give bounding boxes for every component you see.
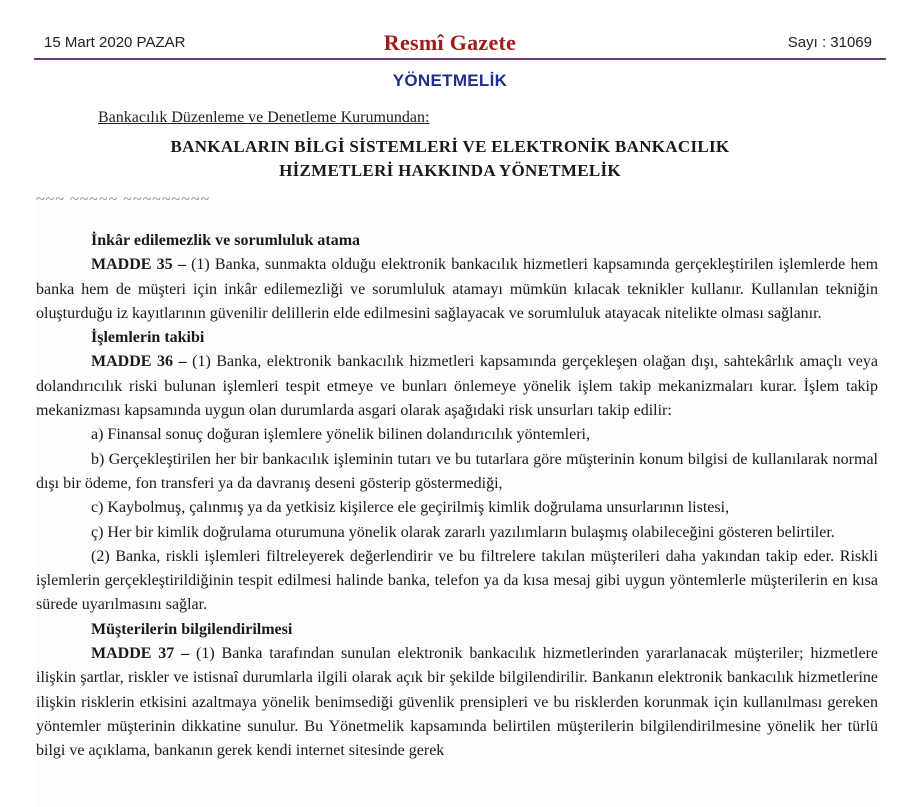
document-body	[36, 191, 879, 807]
agency-name: Bankacılık Düzenleme ve Denetleme Kurumundan:	[98, 109, 430, 126]
regulation-title	[0, 135, 900, 183]
cut-off-line: ~~~ ~~~~~ ~~~~~~~~~	[36, 191, 211, 208]
gazette-title: Resmî Gazete	[383, 30, 517, 55]
heading-article-35: İnkâr edilemezlik ve sorumluluk atama	[91, 232, 361, 249]
article-36-item-a: a) Finansal sonuç doğuran işlemlere yönelik bilinen dolandırıcılık yöntemleri,	[91, 426, 590, 444]
section-title: YÖNETMELİK	[392, 71, 508, 90]
heading-article-37: Müşterilerin bilgilendirilmesi	[91, 620, 293, 638]
article-36-item-b: b) Gerçekleştirilen her bir bankacılık işleminin tutarı ve bu tutarlara göre müşterinin konum bilgisi de kullanılarak normal dışı bir ödeme, fon transferi ya da davranış deseni gösterip göstermediği,	[36, 450, 878, 492]
article-36-label: MADDE 36 –	[91, 353, 187, 371]
article-36-paragraph-2: (2) Banka, riskli işlemleri filtreleyerek değerlendirir ve bu filtrelere takılan müşterileri daha yakından takip eder. Riskli işlemlerin gerçekleştirildiğinin tespit edilmesi halinde banka, telefon ya da kısa mesaj gibi uygun yöntemlerle müşterilerin en kısa sürede uyarılmasını sağlar.	[36, 547, 878, 614]
gazette-header	[0, 0, 900, 200]
issue-number: Sayı : 31069	[787, 34, 872, 51]
article-35	[36, 253, 878, 326]
issue-date: 15 Mart 2020 PAZAR	[44, 34, 186, 51]
article-36	[36, 350, 878, 423]
article-36-text: (1) Banka, elektronik bankacılık hizmetleri kapsamında gerçekleşen olağan dışı, sahtekârlık amaçlı veya dolandırıcılık riski bulunan işlemleri tespit etmeye ve bunları önlemeye yönelik işlem takip mekanizmaları kurar. İşlem takip mekanizması kapsamında uygun olan durumlarda asgari olarak aşağıdaki risk unsurları takip edilir:	[36, 353, 879, 420]
article-35-text: (1) Banka, sunmakta olduğu elektronik bankacılık hizmetleri kapsamında gerçekleştirilen işlemlerde hem banka hem de müşteri için inkâr edilemezliği ve sorumluluk atamayı mümkün kılacak teknikler kullanır. Kullanılan tekniğin oluşturduğu iz kayıtlarının güvenilir delillerin elde edilmesini sağlayacak ve sorumluluk atayacak nitelikte olması sağlanır.	[36, 256, 879, 322]
header-divider	[34, 58, 886, 60]
regulation-title-line1: BANKALARIN BİLGİ SİSTEMLERİ VE ELEKTRONİK BANKACILIK	[170, 137, 730, 156]
article-37-text: (1) Banka tarafından sunulan elektronik bankacılık hizmetlerinden yararlanacak müşteriler; hizmetlere ilişkin şartlar, riskler ve istisnaî durumlarla ilgili olarak açık bir şekilde bilgilendirilir. Bankanın elektronik bankacılık hizmetlerine ilişkin risklerin etkisini azaltmaya yönelik benimsediği güvenlik prensipleri ve bu risklerden korunmak için kullanılması gereken yöntemler müşterinin dikkatine sunulur. Bu Yönetmelik kapsamında belirtilen müşterilerin bilgilendirilmesine yönelik her türlü bilgi ve açıklama, bankanın gerek kendi internet sitesinde gerek	[36, 645, 878, 760]
article-36-item-cc: ç) Her bir kimlik doğrulama oturumuna yönelik olarak zararlı yazılımların bulaşmış olabileceğini gösteren belirtiler.	[91, 523, 835, 541]
article-35-label: MADDE 35 –	[91, 256, 186, 274]
regulation-title-line2: HİZMETLERİ HAKKINDA YÖNETMELİK	[279, 161, 621, 180]
article-37-label: MADDE 37 –	[91, 645, 190, 663]
article-text	[36, 229, 878, 764]
heading-article-36: İşlemlerin takibi	[91, 329, 205, 347]
article-37	[36, 642, 878, 763]
article-36-item-c: c) Kaybolmuş, çalınmış ya da yetkisiz kişilerce ele geçirilmiş kimlik doğrulama unsurlarının listesi,	[91, 499, 730, 517]
